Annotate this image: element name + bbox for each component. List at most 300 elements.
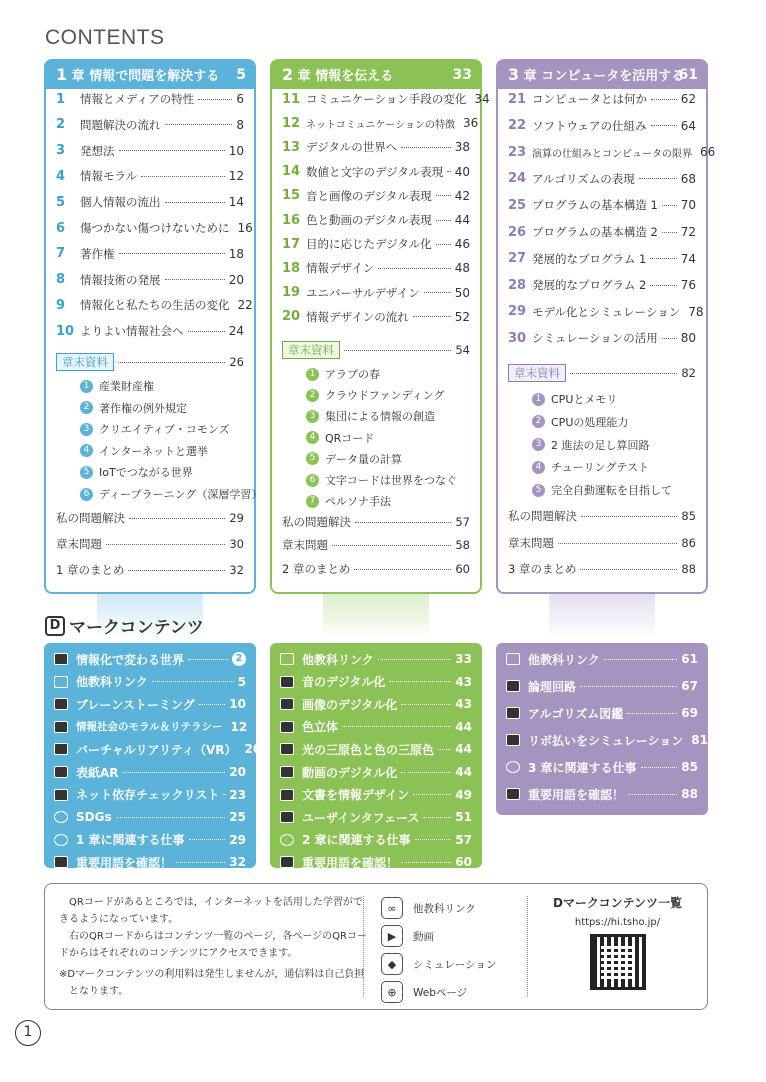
resource-sub-item[interactable]	[532, 390, 700, 408]
dmark-item-page: 25	[229, 810, 246, 825]
qr-url[interactable]: https://hi.tsho.jp/	[574, 917, 661, 928]
item-title: プログラムの基本構造 1	[532, 198, 658, 213]
dmark-item[interactable]	[280, 717, 472, 737]
leader-dots	[378, 659, 452, 660]
chapter-page: 61	[678, 67, 698, 83]
item-page: 44	[454, 213, 470, 227]
item-number: 1	[56, 91, 66, 107]
item-page: 64	[680, 118, 696, 133]
leader-dots	[580, 569, 677, 570]
dmark-item[interactable]	[506, 676, 698, 696]
toc-item[interactable]	[282, 186, 470, 206]
item-title: 音と画像のデジタル表現	[306, 188, 432, 203]
leader-dots	[662, 232, 677, 233]
item-page: 24	[228, 324, 244, 339]
leader-dots	[165, 202, 225, 203]
legend-item	[381, 978, 521, 1006]
toc-item[interactable]	[56, 166, 244, 186]
toc-item[interactable]	[508, 275, 696, 295]
item-number: 23	[508, 144, 527, 160]
chapter-number: 3	[508, 65, 520, 84]
end-title: 章末問題	[282, 538, 328, 552]
end-item[interactable]	[508, 533, 696, 553]
resource-sub-item[interactable]	[306, 386, 474, 404]
dmark-item-title: ユーザインタフェース	[302, 810, 420, 825]
leader-dots	[580, 686, 677, 687]
sub-number-badge: 3	[80, 423, 93, 436]
end-title: 私の問題解決	[282, 515, 351, 529]
dmark-item-title: 3 章に関連する仕事	[528, 760, 637, 775]
dmark-item[interactable]	[506, 730, 708, 750]
end-page: 32	[229, 563, 244, 577]
item-number: 15	[282, 188, 301, 204]
leader-dots	[415, 839, 452, 840]
resource-sub-item[interactable]	[532, 413, 700, 431]
dmark-item-page: 44	[455, 765, 472, 779]
leader-dots	[436, 244, 451, 245]
leader-dots	[119, 150, 225, 151]
item-title: 情報とメディアの特性	[80, 92, 195, 106]
chapter-page: 33	[452, 67, 472, 83]
dmark-item-title: 1 章に関連する仕事	[76, 833, 185, 848]
leader-dots	[570, 373, 677, 374]
chapter-label: 章	[297, 69, 311, 84]
dmark-item-title: 動画のデジタル化	[302, 765, 398, 780]
item-title: 情報化と私たちの生活の変化	[80, 298, 230, 313]
item-page: 52	[454, 309, 470, 324]
item-page: 8	[236, 117, 244, 132]
resource-page: 54	[455, 343, 470, 357]
resource-sub-item[interactable]	[80, 442, 248, 460]
item-page: 74	[680, 251, 696, 266]
page-title: CONTENTS	[45, 26, 165, 49]
end-item[interactable]	[508, 506, 696, 526]
toc-item[interactable]	[56, 270, 244, 290]
dmark-item-page: 44	[455, 742, 472, 757]
dmark-item[interactable]	[54, 739, 262, 759]
dmark-item-page: 23	[229, 787, 246, 802]
item-page: 14	[228, 195, 244, 210]
resource-sub-item[interactable]	[306, 450, 474, 468]
resource-badge: 章末資料	[508, 364, 566, 382]
resource-sub-item[interactable]	[80, 420, 248, 438]
sub-title: QRコード	[325, 431, 375, 445]
sim-icon	[506, 788, 520, 800]
dmark-item[interactable]	[280, 672, 472, 692]
leader-dots	[152, 681, 234, 682]
leader-dots	[223, 794, 225, 795]
leader-dots	[558, 543, 677, 544]
leader-dots	[413, 316, 451, 317]
chapter-2-box	[270, 59, 490, 594]
toc-item[interactable]	[282, 89, 490, 109]
dmark-title	[45, 613, 204, 638]
qr-code-icon[interactable]	[590, 934, 646, 990]
item-title: モデル化とシミュレーション	[532, 304, 681, 319]
video-icon	[54, 721, 68, 733]
dmark-item[interactable]	[506, 784, 698, 804]
item-title: プログラムの基本構造 2	[532, 225, 658, 239]
chapter-label: 章	[71, 69, 85, 84]
sub-title: クリエイティブ・コモンズ	[99, 423, 230, 437]
item-page: 12	[228, 169, 244, 184]
dmark-item-title: ブレーンストーミング	[76, 697, 195, 712]
sim-icon	[506, 680, 520, 692]
sim-icon	[280, 698, 294, 710]
end-item[interactable]	[282, 535, 470, 555]
link-icon: ∞	[381, 897, 403, 919]
dmark-item-page: 43	[455, 674, 472, 689]
item-title: 個人情報の流出	[80, 195, 161, 210]
end-item[interactable]	[56, 534, 244, 554]
d-mark-icon: D	[45, 616, 65, 636]
leader-dots	[401, 772, 451, 773]
dmark-item-title: 他教科リンク	[302, 652, 374, 667]
toc-item[interactable]	[282, 283, 470, 303]
item-title: コミュニケーション手段の変化	[306, 92, 467, 106]
item-title: 色と動画のデジタル表現	[306, 213, 432, 227]
end-item[interactable]	[56, 508, 244, 528]
web-icon	[54, 811, 68, 823]
toc-item[interactable]	[56, 89, 244, 109]
item-number: 11	[282, 91, 301, 107]
sub-number-badge: 5	[80, 466, 93, 479]
video-icon	[506, 707, 520, 719]
leader-dots	[188, 659, 228, 660]
leader-dots	[165, 124, 233, 125]
dmark-item[interactable]	[54, 852, 246, 872]
sub-number-badge: 5	[532, 484, 545, 497]
toc-item[interactable]	[56, 192, 244, 212]
end-title: 2 章のまとめ	[282, 562, 351, 576]
toc-item[interactable]	[282, 210, 470, 230]
page-number: 1	[15, 1020, 41, 1046]
toc-item[interactable]	[56, 141, 244, 161]
leader-dots	[641, 767, 678, 768]
leader-dots	[378, 268, 451, 269]
sub-title: 集団による情報の創造	[325, 410, 435, 424]
leader-dots	[128, 570, 225, 571]
leader-dots	[447, 171, 450, 172]
dmark-item[interactable]	[54, 717, 246, 737]
dmark-item-title: 重要用語を確認！	[76, 855, 173, 870]
item-title: アルゴリズムの表現	[532, 171, 635, 186]
qr-title: Dマークコンテンツ一覧	[552, 896, 683, 910]
resource-sub-item[interactable]	[306, 407, 474, 425]
sim-icon	[54, 766, 68, 778]
toc-item[interactable]	[282, 307, 470, 327]
sub-number-badge: 3	[306, 410, 319, 423]
end-title: 私の問題解決	[56, 511, 125, 525]
end-page: 58	[455, 538, 470, 552]
dmark-panel-2	[270, 643, 482, 868]
resource-row[interactable]	[56, 352, 244, 372]
end-page: 30	[229, 537, 244, 551]
sub-title: 文字コードは世界をつなぐ	[325, 474, 457, 487]
item-number: 18	[282, 260, 301, 276]
sim-icon	[280, 766, 294, 778]
dmark-item[interactable]	[54, 807, 246, 827]
sub-title: クラウドファンディング	[325, 389, 445, 403]
web-icon	[54, 834, 68, 846]
sub-title: CPUとメモリ	[551, 393, 618, 406]
dmark-item[interactable]	[280, 694, 472, 714]
sim-icon	[280, 811, 294, 823]
dmark-item-title: 他教科リンク	[528, 652, 600, 667]
legend-item	[381, 922, 521, 950]
chapter-number: 1	[56, 65, 68, 84]
leader-dots	[389, 681, 451, 682]
chapter-header	[272, 61, 480, 89]
resource-sub-item[interactable]	[80, 463, 248, 481]
toc-item[interactable]	[282, 234, 470, 254]
toc-item[interactable]	[282, 137, 470, 157]
item-number: 8	[56, 272, 66, 288]
leader-dots	[438, 749, 451, 750]
sub-number-badge: 1	[306, 368, 319, 381]
dmark-item[interactable]	[280, 762, 472, 782]
resource-sub-item[interactable]	[306, 471, 474, 489]
dmark-item[interactable]	[280, 649, 472, 669]
item-page: 46	[454, 237, 470, 252]
sub-number-badge: 2	[80, 401, 93, 414]
toc-item[interactable]	[282, 162, 470, 182]
resource-sub-item[interactable]	[532, 436, 700, 454]
dmark-item-page: 20	[244, 742, 262, 757]
item-page: 76	[680, 278, 696, 293]
leader-dots	[402, 862, 451, 863]
item-number: 16	[282, 212, 301, 228]
sub-number-badge: 1	[80, 380, 93, 393]
end-page: 86	[681, 536, 696, 550]
sub-title: アラブの春	[325, 368, 380, 381]
item-number: 7	[56, 246, 66, 262]
resource-sub-item[interactable]	[80, 485, 263, 503]
leader-dots	[627, 713, 677, 714]
item-title: 情報モラル	[80, 169, 138, 184]
dmark-item-title: 情報社会のモラル＆リテラシー	[76, 721, 223, 734]
sub-number-badge: 7	[306, 495, 319, 508]
dmark-item-page: 57	[455, 832, 472, 847]
sub-number-badge: 6	[306, 474, 319, 487]
resource-sub-item[interactable]	[532, 481, 700, 499]
dmark-item[interactable]	[54, 649, 246, 669]
resource-sub-item[interactable]	[532, 458, 700, 476]
dmark-item[interactable]	[54, 785, 246, 805]
dmark-item[interactable]	[506, 757, 698, 777]
toc-item[interactable]	[56, 218, 253, 238]
sim-icon	[280, 856, 294, 868]
sim-icon	[280, 789, 294, 801]
sub-number-badge: 4	[306, 431, 319, 444]
resource-badge: 章末資料	[56, 353, 114, 371]
legend-item	[381, 894, 521, 922]
footer-box	[44, 883, 708, 1010]
dmark-item[interactable]	[54, 830, 246, 850]
leader-dots	[342, 726, 451, 727]
leader-dots	[116, 817, 226, 818]
dmark-item-page: 20	[229, 765, 246, 779]
end-item[interactable]	[282, 512, 470, 532]
sub-title: CPUの処理能力	[551, 415, 629, 429]
end-item[interactable]	[508, 559, 696, 579]
toc-item[interactable]	[508, 302, 704, 322]
toc-item[interactable]	[56, 115, 244, 135]
item-title: よりよい情報社会へ	[80, 324, 184, 339]
item-title: 情報デザイン	[306, 261, 375, 276]
item-page: 78	[688, 304, 704, 319]
dmark-item-title: 文書を情報デザイン	[302, 788, 410, 803]
item-page: 70	[680, 198, 696, 213]
resource-sub-item[interactable]	[306, 429, 474, 447]
item-page: 36	[463, 116, 479, 131]
dmark-item[interactable]	[280, 785, 472, 805]
video-icon	[54, 698, 68, 710]
item-title: 問題解決の流れ	[80, 117, 161, 132]
leader-dots	[650, 258, 676, 259]
legend-label: 他教科リンク	[413, 902, 476, 915]
dmark-item[interactable]	[506, 649, 698, 669]
leader-dots	[332, 545, 451, 546]
dmark-item-title: 色立体	[302, 720, 339, 735]
dmark-item-page: 51	[455, 810, 472, 825]
dmark-item[interactable]	[54, 694, 246, 714]
leader-dots	[355, 522, 451, 523]
item-number: 3	[56, 143, 66, 159]
dmark-item-page: 81	[691, 733, 708, 747]
leader-dots	[413, 794, 451, 795]
toc-item[interactable]	[508, 222, 696, 242]
end-item[interactable]	[282, 559, 470, 579]
dmark-item-page: 43	[455, 697, 472, 712]
sub-number-badge: 4	[80, 444, 93, 457]
resource-sub-item[interactable]	[306, 492, 474, 510]
item-number: 2	[56, 117, 66, 133]
toc-item[interactable]	[56, 321, 244, 341]
item-page: 18	[228, 246, 244, 261]
toc-item[interactable]	[508, 328, 696, 348]
item-number: 20	[282, 309, 301, 325]
dmark-item-title: 音のデジタル化	[302, 675, 386, 690]
resource-row[interactable]	[282, 340, 470, 360]
leader-dots	[436, 220, 451, 221]
item-number: 17	[282, 236, 301, 252]
item-page: 10	[228, 143, 244, 158]
end-title: 私の問題解決	[508, 509, 577, 523]
dmark-item-page: 2	[232, 652, 246, 666]
dmark-item[interactable]	[54, 762, 246, 782]
toc-item[interactable]	[56, 244, 244, 264]
item-page: 50	[454, 285, 470, 300]
chapter-label: 章	[523, 69, 537, 84]
item-title: 発展的なプログラム 1	[532, 251, 647, 266]
item-page: 34	[474, 92, 490, 106]
toc-item[interactable]	[508, 249, 696, 269]
web-icon: ⊕	[381, 981, 403, 1003]
dmark-panel-3	[496, 643, 708, 815]
sim-icon	[280, 721, 294, 733]
sim-icon	[54, 743, 68, 755]
legend-label: 動画	[413, 930, 434, 943]
item-title: デジタルの世界へ	[306, 140, 398, 155]
item-page: 20	[228, 272, 244, 287]
end-title: 章末問題	[508, 536, 554, 550]
item-title: ユニバーサルデザイン	[306, 285, 420, 300]
sub-number-badge: 6	[80, 488, 93, 501]
resource-sub-item[interactable]	[80, 399, 248, 417]
item-number: 9	[56, 297, 66, 313]
item-title: 情報デザインの流れ	[306, 309, 409, 324]
item-title: シミュレーションの活用	[532, 331, 658, 346]
toc-item[interactable]	[282, 258, 470, 278]
item-page: 68	[680, 171, 696, 186]
chapter-number: 2	[282, 65, 294, 84]
resource-row[interactable]	[508, 363, 696, 383]
end-item[interactable]	[56, 560, 244, 580]
item-title: 発想法	[80, 143, 115, 158]
dmark-panel-1	[44, 643, 262, 870]
dmark-item-page: 69	[681, 706, 698, 720]
item-number: 5	[56, 194, 66, 210]
item-title: 数値と文字のデジタル表現	[306, 164, 444, 179]
dmark-item[interactable]	[506, 703, 698, 723]
dmark-item-title: ネット依存チェックリスト	[76, 788, 220, 803]
dmark-item[interactable]	[280, 852, 472, 872]
shade-2	[323, 594, 429, 640]
dmark-item[interactable]	[280, 807, 472, 827]
toc-item[interactable]	[508, 89, 696, 109]
sim-icon: ◆	[381, 953, 403, 975]
sub-title: 2 進法の足し算回路	[551, 438, 650, 452]
item-number: 30	[508, 330, 527, 346]
dmark-item-title: 画像のデジタル化	[302, 697, 398, 712]
toc-item[interactable]	[508, 169, 696, 189]
toc-item[interactable]	[282, 113, 479, 133]
leader-dots	[118, 362, 225, 363]
dmark-item[interactable]	[54, 672, 246, 692]
divider	[363, 896, 364, 997]
dmark-item-page: 32	[229, 855, 246, 870]
item-number: 22	[508, 118, 527, 134]
toc-item[interactable]	[508, 116, 696, 136]
dmark-item-page: 60	[455, 855, 472, 870]
resource-sub-item[interactable]	[80, 377, 248, 395]
shade-3	[549, 594, 655, 640]
dmark-item[interactable]	[280, 830, 472, 850]
dmark-item-page: 88	[681, 787, 698, 801]
leader-dots	[119, 253, 225, 254]
item-number: 28	[508, 277, 527, 293]
item-page: 16	[237, 221, 253, 235]
leader-dots	[189, 839, 226, 840]
toc-item[interactable]	[508, 195, 696, 215]
item-title: 傷つかない傷つけないために	[80, 221, 230, 235]
resource-sub-item[interactable]	[306, 365, 474, 383]
leader-dots	[176, 862, 225, 863]
sim-icon	[280, 743, 294, 755]
end-page: 88	[681, 562, 696, 576]
toc-item[interactable]	[508, 142, 716, 162]
item-number: 29	[508, 304, 527, 320]
dmark-item-title: 重要用語を確認！	[302, 855, 399, 870]
leader-dots	[198, 99, 232, 100]
toc-item[interactable]	[56, 295, 253, 315]
leader-dots	[165, 279, 225, 280]
end-page: 57	[455, 515, 470, 529]
dmark-item[interactable]	[280, 739, 472, 759]
sub-number-badge: 3	[532, 438, 545, 451]
item-number: 10	[56, 323, 75, 339]
